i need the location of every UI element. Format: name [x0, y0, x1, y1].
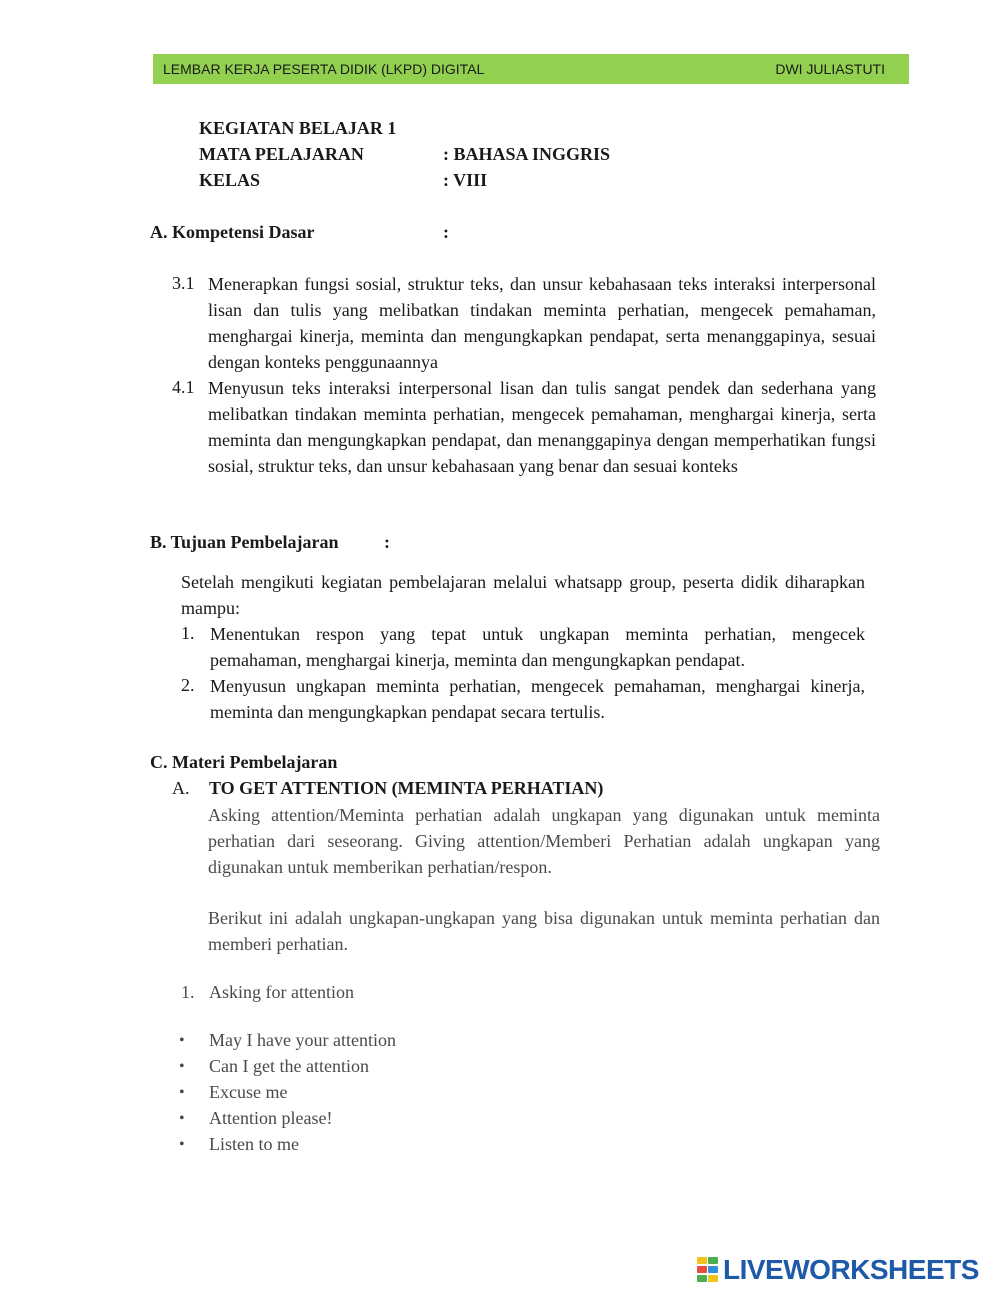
- list-item: May I have your attention: [209, 1030, 396, 1050]
- section-c-title: C. Materi Pembelajaran: [150, 752, 338, 772]
- subsection-title: TO GET ATTENTION (MEMINTA PERHATIAN): [209, 778, 604, 798]
- goal-number-1: 1.: [181, 623, 195, 643]
- logo-blocks-icon: [697, 1257, 719, 1283]
- section-a-colon: :: [443, 222, 449, 242]
- liveworksheets-logo[interactable]: [697, 1256, 979, 1284]
- kd-number-3-1: 3.1: [172, 273, 195, 293]
- list-item: Listen to me: [209, 1134, 299, 1154]
- subsection-number: A.: [172, 778, 190, 798]
- bullet-icon: •: [179, 1084, 185, 1101]
- bullet-icon: •: [179, 1110, 185, 1127]
- kd-text-3-1: Menerapkan fungsi sosial, struktur teks, dan unsur kebahasaan teks interaksi interpersonal lisan dan tulis yang melibatkan tindakan meminta perhatian, mengecek pemahaman, menghargai kinerja, meminta dan mengungkapkan pendapat, serta menanggapinya, sesuai dengan konteks penggunaannya: [208, 274, 876, 372]
- bullet-icon: •: [179, 1136, 185, 1153]
- materi-paragraph-1: Asking attention/Meminta perhatian adalah ungkapan yang digunakan untuk meminta perhatian dari seseorang. Giving attention/Memberi Perhatian adalah ungkapan yang digunakan untuk memberikan perhatian/respon.: [208, 805, 880, 877]
- section-b-intro: Setelah mengikuti kegiatan pembelajaran melalui whatsapp group, peserta didik diharapkan mampu:: [181, 572, 865, 618]
- list-item: Attention please!: [209, 1108, 333, 1128]
- class-label: KELAS: [199, 170, 261, 190]
- subject-label: MATA PELAJARAN: [199, 144, 364, 164]
- header-title: LEMBAR KERJA PESERTA DIDIK (LKPD) DIGITAL: [163, 61, 485, 77]
- materi-paragraph-2: Berikut ini adalah ungkapan-ungkapan yang bisa digunakan untuk meminta perhatian dan memberi perhatian.: [208, 908, 880, 954]
- bullet-icon: •: [179, 1032, 185, 1049]
- goal-number-2: 2.: [181, 675, 195, 695]
- section-b-colon: :: [384, 532, 390, 552]
- logo-text: LIVEWORKSHEETS: [723, 1254, 979, 1285]
- class-value: : VIII: [443, 170, 488, 190]
- asking-list-number: 1.: [181, 982, 195, 1002]
- section-b-title: B. Tujuan Pembelajaran: [150, 532, 339, 552]
- list-item: Excuse me: [209, 1082, 288, 1102]
- goal-text-2: Menyusun ungkapan meminta perhatian, mengecek pemahaman, menghargai kinerja, meminta dan mengungkapkan pendapat secara tertulis.: [210, 676, 865, 722]
- goal-text-1: Menentukan respon yang tepat untuk ungkapan meminta perhatian, mengecek pemahaman, menghargai kinerja, meminta dan mengungkapkan pendapat.: [210, 624, 865, 670]
- subject-value: : BAHASA INGGRIS: [443, 144, 611, 164]
- activity-label: KEGIATAN BELAJAR 1: [199, 118, 397, 138]
- kd-text-4-1: Menyusun teks interaksi interpersonal lisan dan tulis sangat pendek dan sederhana yang melibatkan tindakan meminta perhatian, mengecek pemahaman, menghargai kinerja, serta meminta dan mengungkapkan pendapat, dan menanggapinya dengan memperhatikan fungsi sosial, struktur teks, dan unsur kebahasaan yang benar dan sesuai konteks: [208, 378, 876, 476]
- asking-list-title: Asking for attention: [209, 982, 354, 1002]
- list-item: Can I get the attention: [209, 1056, 369, 1076]
- section-a-title: A. Kompetensi Dasar: [150, 222, 315, 242]
- header-author: DWI JULIASTUTI: [775, 61, 885, 77]
- bullet-icon: •: [179, 1058, 185, 1075]
- header-bar: [153, 54, 909, 84]
- kd-number-4-1: 4.1: [172, 377, 195, 397]
